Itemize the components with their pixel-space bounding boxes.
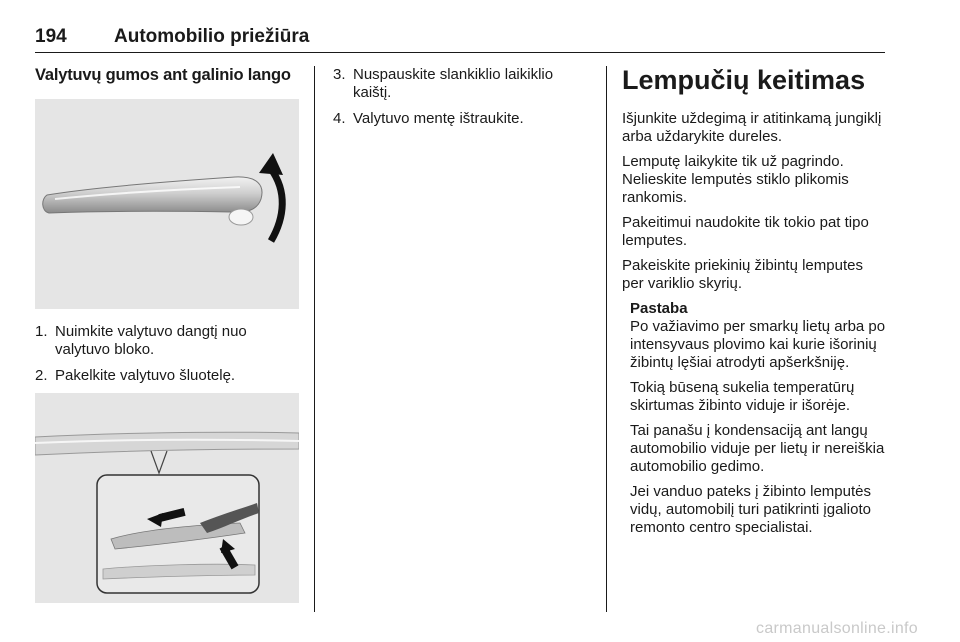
body-paragraph: Pakeitimui naudokite tik tokio pat tipo lemputes. bbox=[622, 213, 869, 249]
body-paragraph: Išjunkite uždegimą ir atitinkamą jungiklį arba uždarykite dureles. bbox=[622, 109, 882, 145]
steps-list-2 bbox=[333, 66, 595, 128]
page-number: 194 bbox=[35, 26, 67, 47]
note-title: Pastaba bbox=[630, 299, 688, 317]
steps-list-1 bbox=[35, 323, 299, 385]
step-item: 2. Pakelkite valytuvo šluotelę. bbox=[35, 367, 236, 384]
column-divider-2 bbox=[606, 66, 607, 612]
note-paragraph: Jei vanduo pateks į žibinto lemputės vidų, automobilį turi patikrinti įgalioto remonto centro specialistai. bbox=[630, 482, 871, 536]
wiper-cover-figure bbox=[35, 99, 299, 309]
wiper-arm-illustration bbox=[35, 99, 299, 309]
section-heading-bulb-replacement: Lempučių keitimas bbox=[622, 65, 866, 95]
body-paragraph: Lemputę laikykite tik už pagrindo. Nelieskite lemputės stiklo plikomis rankomis. bbox=[622, 152, 849, 206]
wiper-blade-figure bbox=[35, 393, 299, 603]
column-divider-1 bbox=[314, 66, 315, 612]
wiper-blade-illustration bbox=[35, 393, 299, 603]
chapter-title: Automobilio priežiūra bbox=[114, 26, 310, 47]
step-item: 4. Valytuvo mentę ištraukite. bbox=[333, 110, 524, 127]
section-heading-rear-wiper: Valytuvų gumos ant galinio lango bbox=[35, 66, 291, 84]
step-item: 3. Nuspauskite slankiklio laikiklio kaištį. bbox=[333, 66, 554, 101]
page-header bbox=[35, 26, 885, 53]
right-column bbox=[622, 66, 886, 544]
middle-column bbox=[333, 66, 595, 136]
step-item: 1. Nuimkite valytuvo dangtį nuo valytuvo bloko. bbox=[35, 323, 247, 358]
watermark: carmanualsonline.info bbox=[756, 620, 918, 637]
note-box bbox=[622, 300, 886, 537]
note-paragraph: Tokią būseną sukelia temperatūrų skirtumas žibinto viduje ir išorėje. bbox=[630, 378, 855, 414]
left-column bbox=[35, 66, 299, 603]
note-paragraph: Tai panašu į kondensaciją ant langų automobilio viduje per lietų ir nereiškia automobilio gedimo. bbox=[630, 421, 885, 475]
note-paragraph: Po važiavimo per smarkų lietų arba po intensyvaus plovimo kai kurie išorinių žibintų lęšiai atrodyti apšerkšniję. bbox=[630, 317, 886, 371]
body-paragraph: Pakeiskite priekinių žibintų lemputes per variklio skyrių. bbox=[622, 256, 863, 292]
